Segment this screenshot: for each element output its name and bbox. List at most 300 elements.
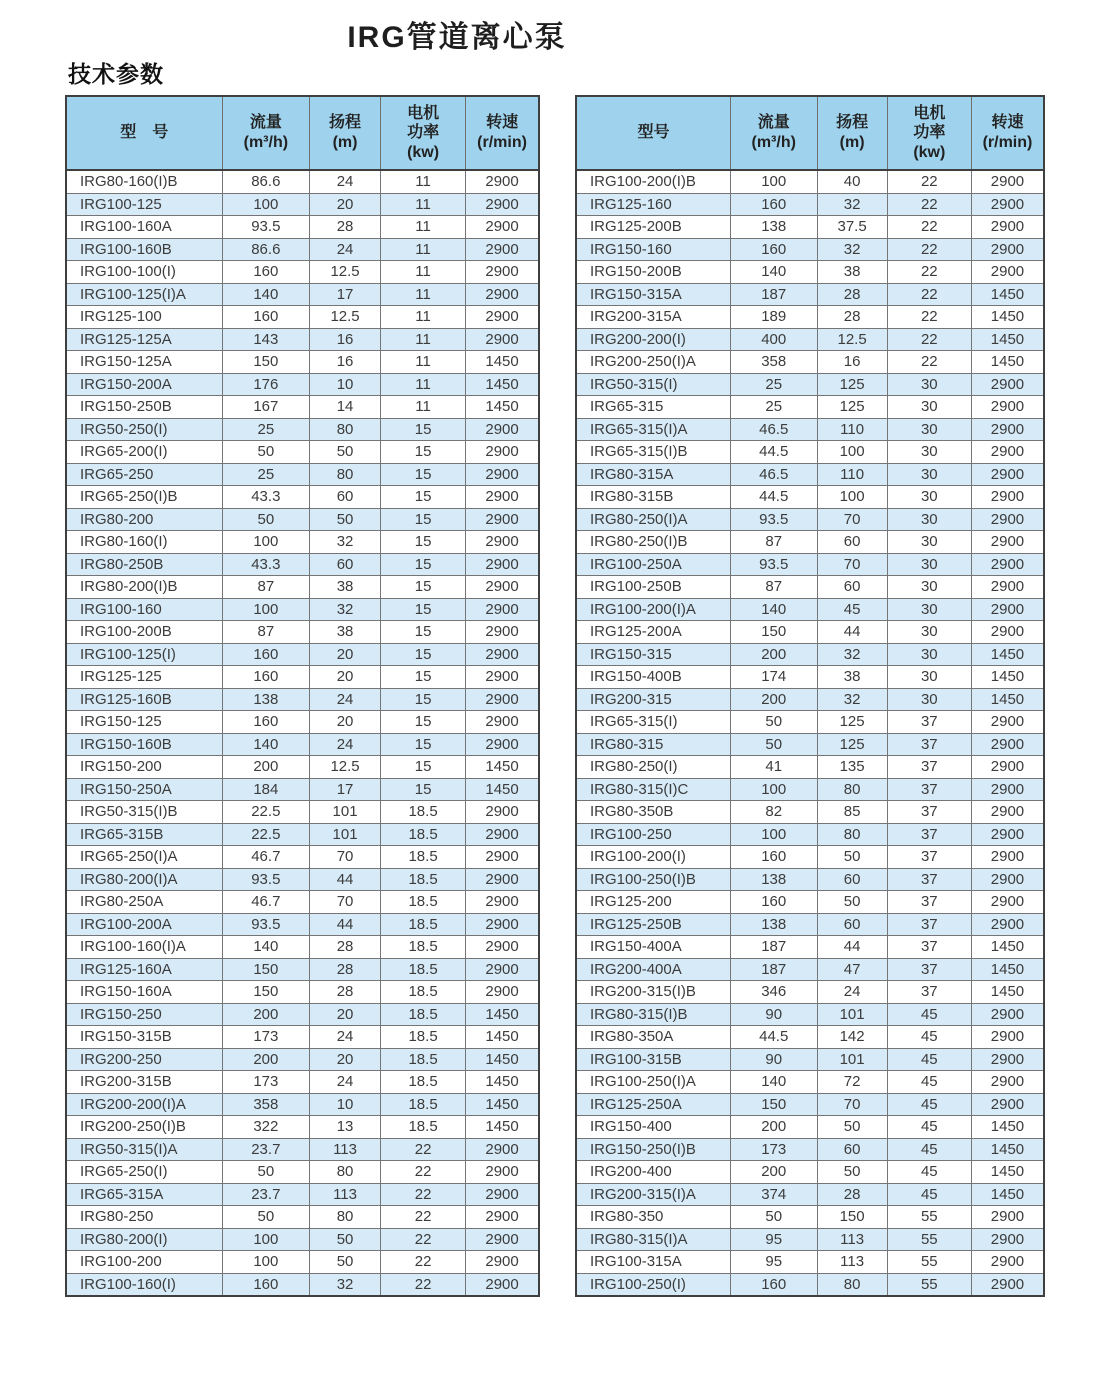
value-cell: 70 [817,508,887,531]
value-cell: 150 [817,1206,887,1229]
column-header: 电机 功率 (kw) [381,96,466,170]
table-row [66,418,539,441]
value-cell: 45 [887,1116,971,1139]
value-cell: 2900 [971,193,1044,216]
value-cell: 100 [222,1251,310,1274]
value-cell: 16 [310,328,381,351]
value-cell: 86.6 [222,170,310,193]
value-cell: 2900 [466,463,539,486]
value-cell: 358 [222,1093,310,1116]
model-cell: IRG80-250B [66,553,222,576]
value-cell: 113 [310,1183,381,1206]
value-cell: 22 [887,283,971,306]
table-row [576,441,1044,464]
value-cell: 16 [310,351,381,374]
value-cell: 200 [222,756,310,779]
value-cell: 28 [310,216,381,239]
value-cell: 374 [730,1183,817,1206]
table-row [576,418,1044,441]
value-cell: 160 [730,846,817,869]
model-cell: IRG80-250A [66,891,222,914]
table-row [66,643,539,666]
value-cell: 14 [310,396,381,419]
table-row [66,508,539,531]
value-cell: 200 [730,1116,817,1139]
value-cell: 50 [222,441,310,464]
value-cell: 2900 [466,553,539,576]
value-cell: 15 [381,418,466,441]
value-cell: 15 [381,553,466,576]
value-cell: 22 [887,261,971,284]
value-cell: 11 [381,351,466,374]
value-cell: 41 [730,756,817,779]
value-cell: 18.5 [381,1048,466,1071]
value-cell: 15 [381,508,466,531]
value-cell: 37 [887,981,971,1004]
value-cell: 1450 [466,1026,539,1049]
value-cell: 11 [381,283,466,306]
value-cell: 2900 [466,261,539,284]
value-cell: 100 [730,170,817,193]
value-cell: 138 [730,216,817,239]
table-row [576,1003,1044,1026]
table-row [576,958,1044,981]
value-cell: 176 [222,373,310,396]
value-cell: 22 [381,1161,466,1184]
model-cell: IRG125-160A [66,958,222,981]
value-cell: 160 [730,1273,817,1296]
value-cell: 100 [222,193,310,216]
model-cell: IRG100-200(I)B [576,170,730,193]
value-cell: 1450 [466,351,539,374]
value-cell: 12.5 [310,756,381,779]
value-cell: 24 [310,733,381,756]
value-cell: 1450 [971,958,1044,981]
value-cell: 142 [817,1026,887,1049]
value-cell: 30 [887,508,971,531]
value-cell: 12.5 [310,261,381,284]
value-cell: 173 [730,1138,817,1161]
model-cell: IRG150-200B [576,261,730,284]
value-cell: 55 [887,1251,971,1274]
model-cell: IRG80-315(I)C [576,778,730,801]
value-cell: 1450 [971,328,1044,351]
value-cell: 80 [817,823,887,846]
model-cell: IRG125-250B [576,913,730,936]
value-cell: 80 [817,778,887,801]
value-cell: 37 [887,913,971,936]
value-cell: 50 [817,891,887,914]
column-header: 流量 (m³/h) [730,96,817,170]
table-row [66,1116,539,1139]
value-cell: 30 [887,531,971,554]
value-cell: 100 [730,823,817,846]
table-row [66,306,539,329]
table-row [576,1183,1044,1206]
model-cell: IRG80-200(I)A [66,868,222,891]
model-cell: IRG150-315 [576,643,730,666]
table-row [576,1093,1044,1116]
value-cell: 80 [310,1161,381,1184]
value-cell: 37 [887,891,971,914]
value-cell: 2900 [971,373,1044,396]
table-row [66,1251,539,1274]
value-cell: 2900 [971,711,1044,734]
value-cell: 45 [887,1048,971,1071]
model-cell: IRG100-200 [66,1251,222,1274]
model-cell: IRG80-250(I)B [576,531,730,554]
table-row [66,598,539,621]
model-cell: IRG150-400B [576,666,730,689]
table-row [576,666,1044,689]
value-cell: 15 [381,756,466,779]
table-body-left [66,170,539,1296]
value-cell: 10 [310,373,381,396]
value-cell: 1450 [466,1116,539,1139]
model-cell: IRG65-250(I) [66,1161,222,1184]
value-cell: 24 [817,981,887,1004]
value-cell: 11 [381,193,466,216]
value-cell: 11 [381,396,466,419]
value-cell: 113 [817,1251,887,1274]
value-cell: 100 [222,1228,310,1251]
value-cell: 2900 [466,1161,539,1184]
model-cell: IRG100-100(I) [66,261,222,284]
table-row [66,531,539,554]
model-cell: IRG80-315B [576,486,730,509]
value-cell: 22 [887,193,971,216]
value-cell: 160 [730,238,817,261]
value-cell: 20 [310,711,381,734]
value-cell: 189 [730,306,817,329]
table-row [66,1206,539,1229]
value-cell: 100 [817,441,887,464]
model-cell: IRG65-315(I)A [576,418,730,441]
value-cell: 2900 [466,913,539,936]
value-cell: 2900 [466,891,539,914]
table-row [66,1071,539,1094]
model-cell: IRG125-250A [576,1093,730,1116]
value-cell: 138 [730,913,817,936]
value-cell: 37 [887,823,971,846]
value-cell: 160 [222,306,310,329]
table-row [66,846,539,869]
value-cell: 2900 [971,846,1044,869]
value-cell: 2900 [466,576,539,599]
column-header: 型号 [576,96,730,170]
value-cell: 346 [730,981,817,1004]
value-cell: 2900 [971,170,1044,193]
value-cell: 100 [730,778,817,801]
value-cell: 18.5 [381,958,466,981]
value-cell: 2900 [466,1138,539,1161]
value-cell: 22.5 [222,823,310,846]
value-cell: 1450 [971,1138,1044,1161]
value-cell: 86.6 [222,238,310,261]
model-cell: IRG100-160(I) [66,1273,222,1296]
table-row [66,1026,539,1049]
value-cell: 322 [222,1116,310,1139]
value-cell: 2900 [466,508,539,531]
value-cell: 1450 [971,283,1044,306]
value-cell: 18.5 [381,1026,466,1049]
value-cell: 22 [887,238,971,261]
value-cell: 2900 [466,1273,539,1296]
value-cell: 11 [381,170,466,193]
table-row [66,576,539,599]
value-cell: 18.5 [381,1071,466,1094]
value-cell: 1450 [971,1116,1044,1139]
column-header: 扬程 (m) [817,96,887,170]
table-row [576,508,1044,531]
model-cell: IRG125-100 [66,306,222,329]
value-cell: 1450 [971,643,1044,666]
value-cell: 138 [730,868,817,891]
table-row [576,936,1044,959]
value-cell: 32 [310,598,381,621]
model-cell: IRG65-315(I) [576,711,730,734]
table-row [66,868,539,891]
value-cell: 44 [817,621,887,644]
table-row [66,711,539,734]
value-cell: 160 [222,261,310,284]
value-cell: 23.7 [222,1138,310,1161]
value-cell: 22 [887,216,971,239]
value-cell: 140 [222,733,310,756]
table-row [66,1161,539,1184]
header-row [576,96,1044,170]
model-cell: IRG65-250 [66,463,222,486]
section-title: 技术参数 [68,61,164,87]
value-cell: 80 [817,1273,887,1296]
value-cell: 90 [730,1003,817,1026]
table-row [66,913,539,936]
value-cell: 100 [817,486,887,509]
value-cell: 25 [222,463,310,486]
model-cell: IRG100-125(I) [66,643,222,666]
value-cell: 30 [887,486,971,509]
value-cell: 15 [381,531,466,554]
value-cell: 2900 [466,216,539,239]
value-cell: 101 [310,801,381,824]
value-cell: 135 [817,756,887,779]
value-cell: 15 [381,621,466,644]
value-cell: 113 [310,1138,381,1161]
value-cell: 25 [222,418,310,441]
value-cell: 2900 [971,1273,1044,1296]
model-cell: IRG125-200 [576,891,730,914]
value-cell: 20 [310,1048,381,1071]
model-cell: IRG200-200(I)A [66,1093,222,1116]
model-cell: IRG200-200(I) [576,328,730,351]
value-cell: 15 [381,733,466,756]
value-cell: 140 [730,1071,817,1094]
table-row [66,553,539,576]
value-cell: 15 [381,441,466,464]
model-cell: IRG100-160A [66,216,222,239]
model-cell: IRG150-250 [66,1003,222,1026]
table-row [576,598,1044,621]
table-row [576,1228,1044,1251]
table-row [66,891,539,914]
value-cell: 60 [817,913,887,936]
value-cell: 2900 [971,441,1044,464]
model-cell: IRG125-200B [576,216,730,239]
value-cell: 30 [887,643,971,666]
value-cell: 2900 [971,1093,1044,1116]
model-cell: IRG100-125(I)A [66,283,222,306]
value-cell: 72 [817,1071,887,1094]
value-cell: 400 [730,328,817,351]
value-cell: 2900 [466,936,539,959]
value-cell: 1450 [466,1048,539,1071]
value-cell: 2900 [971,733,1044,756]
value-cell: 44 [310,868,381,891]
value-cell: 125 [817,373,887,396]
model-cell: IRG100-250A [576,553,730,576]
value-cell: 2900 [971,576,1044,599]
model-cell: IRG100-315B [576,1048,730,1071]
table-row [576,823,1044,846]
value-cell: 95 [730,1228,817,1251]
value-cell: 45 [887,1183,971,1206]
value-cell: 55 [887,1228,971,1251]
model-cell: IRG100-200B [66,621,222,644]
table-row [576,981,1044,1004]
value-cell: 125 [817,733,887,756]
value-cell: 2900 [971,1048,1044,1071]
value-cell: 10 [310,1093,381,1116]
value-cell: 110 [817,418,887,441]
model-cell: IRG150-400 [576,1116,730,1139]
value-cell: 30 [887,441,971,464]
value-cell: 150 [730,621,817,644]
table-row [66,958,539,981]
model-cell: IRG125-125 [66,666,222,689]
value-cell: 2900 [971,1251,1044,1274]
model-cell: IRG100-250(I)A [576,1071,730,1094]
model-cell: IRG100-250(I) [576,1273,730,1296]
model-cell: IRG150-160 [576,238,730,261]
value-cell: 2900 [971,418,1044,441]
value-cell: 18.5 [381,1116,466,1139]
model-cell: IRG200-315(I)B [576,981,730,1004]
column-header: 转速 (r/min) [971,96,1044,170]
value-cell: 100 [222,531,310,554]
value-cell: 46.7 [222,846,310,869]
value-cell: 30 [887,396,971,419]
value-cell: 30 [887,576,971,599]
model-cell: IRG150-160B [66,733,222,756]
model-cell: IRG125-160B [66,688,222,711]
value-cell: 28 [817,1183,887,1206]
value-cell: 30 [887,463,971,486]
value-cell: 20 [310,643,381,666]
table-row [576,891,1044,914]
value-cell: 44 [310,913,381,936]
value-cell: 2900 [971,598,1044,621]
value-cell: 50 [310,508,381,531]
value-cell: 93.5 [222,216,310,239]
value-cell: 50 [817,1161,887,1184]
value-cell: 100 [222,598,310,621]
model-cell: IRG65-315(I)B [576,441,730,464]
value-cell: 30 [887,598,971,621]
model-cell: IRG80-250(I)A [576,508,730,531]
value-cell: 2900 [971,1071,1044,1094]
value-cell: 24 [310,1026,381,1049]
value-cell: 160 [730,891,817,914]
model-cell: IRG100-250 [576,823,730,846]
value-cell: 20 [310,1003,381,1026]
value-cell: 50 [817,846,887,869]
model-cell: IRG80-250(I) [576,756,730,779]
table-row [66,1138,539,1161]
model-cell: IRG100-315A [576,1251,730,1274]
table-row [66,170,539,193]
value-cell: 70 [310,846,381,869]
value-cell: 2900 [971,801,1044,824]
value-cell: 22 [887,306,971,329]
value-cell: 187 [730,936,817,959]
value-cell: 25 [730,396,817,419]
table-row [576,621,1044,644]
table-row [66,1048,539,1071]
value-cell: 20 [310,666,381,689]
value-cell: 140 [222,283,310,306]
value-cell: 11 [381,373,466,396]
value-cell: 17 [310,778,381,801]
value-cell: 2900 [971,1003,1044,1026]
value-cell: 11 [381,261,466,284]
value-cell: 140 [730,598,817,621]
model-cell: IRG200-250(I)A [576,351,730,374]
value-cell: 87 [730,531,817,554]
value-cell: 200 [730,1161,817,1184]
table-row [66,1183,539,1206]
value-cell: 24 [310,688,381,711]
value-cell: 37.5 [817,216,887,239]
table-row [576,486,1044,509]
table-row [66,621,539,644]
value-cell: 2900 [971,486,1044,509]
value-cell: 18.5 [381,868,466,891]
value-cell: 1450 [971,981,1044,1004]
value-cell: 55 [887,1273,971,1296]
value-cell: 95 [730,1251,817,1274]
value-cell: 22 [887,351,971,374]
model-cell: IRG65-200(I) [66,441,222,464]
model-cell: IRG50-250(I) [66,418,222,441]
value-cell: 50 [222,1206,310,1229]
value-cell: 30 [887,418,971,441]
value-cell: 30 [887,553,971,576]
value-cell: 44 [817,936,887,959]
model-cell: IRG100-250B [576,576,730,599]
model-cell: IRG200-400A [576,958,730,981]
value-cell: 2900 [971,823,1044,846]
value-cell: 2900 [971,396,1044,419]
model-cell: IRG50-315(I) [576,373,730,396]
table-row [66,486,539,509]
model-cell: IRG150-200A [66,373,222,396]
value-cell: 70 [817,553,887,576]
value-cell: 38 [310,621,381,644]
value-cell: 28 [310,958,381,981]
table-header-right [576,96,1044,170]
value-cell: 15 [381,666,466,689]
value-cell: 37 [887,958,971,981]
